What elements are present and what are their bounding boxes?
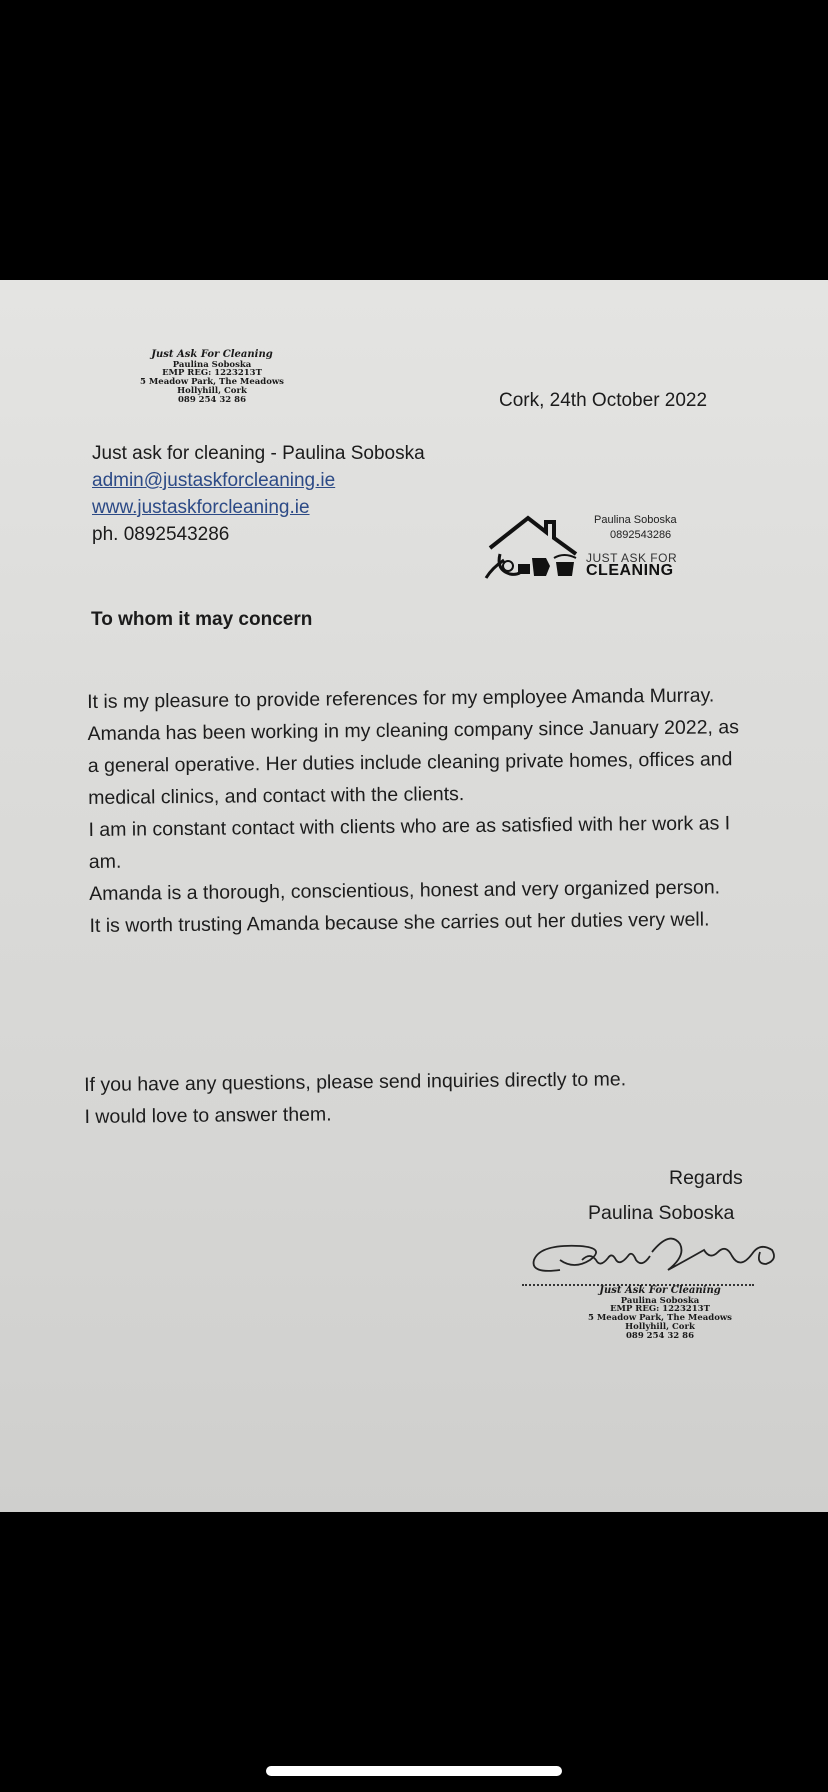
- stamp-owner: Paulina Soboska: [620, 1295, 700, 1306]
- body-paragraph: Amanda has been working in my cleaning company since January 2022, as a general operative. Her duties include cleaning private homes, offices and medical clinics, and contact with the clients.: [87, 716, 740, 809]
- letter-page: [0, 280, 828, 1512]
- closing-line: I would love to answer them.: [84, 1103, 332, 1128]
- stamp-emp-reg: EMP REG: 1223213T: [162, 368, 262, 379]
- body-paragraph: I am in constant contact with clients who are as satisfied with her work as I am.: [88, 812, 731, 873]
- stamp-phone: 089 254 32 86: [625, 1331, 695, 1342]
- sender-website-link[interactable]: www.justaskforcleaning.ie: [92, 497, 310, 518]
- signer-name: Paulina Soboska: [588, 1202, 735, 1224]
- stamp-address1: 5 Meadow Park, The Meadows: [588, 1313, 732, 1324]
- company-logo: [484, 514, 694, 582]
- stamp-owner: Paulina Soboska: [172, 359, 252, 370]
- stamp-company: Just Ask For Cleaning: [151, 349, 273, 360]
- stamp-address2: Hollyhill, Cork: [177, 386, 247, 397]
- logo-name: Paulina Soboska: [594, 514, 677, 526]
- letter-date: Cork, 24th October 2022: [499, 390, 708, 411]
- house-cleaning-icon: [484, 514, 584, 582]
- stamp-company: Just Ask For Cleaning: [599, 1285, 721, 1296]
- body-paragraph: Amanda is a thorough, conscientious, honest and very organized person.: [89, 876, 721, 905]
- company-stamp-top: [112, 350, 312, 405]
- letter-closing: [84, 1062, 745, 1133]
- company-stamp-bottom: [560, 1286, 760, 1341]
- logo-phone: 0892543286: [610, 529, 672, 541]
- greeting: To whom it may concern: [91, 609, 313, 630]
- sender-block: [92, 440, 425, 548]
- stamp-phone: 089 254 32 86: [177, 395, 247, 406]
- sender-phone: ph. 0892543286: [92, 524, 230, 545]
- home-indicator[interactable]: [266, 1766, 562, 1776]
- stamp-address2: Hollyhill, Cork: [625, 1322, 695, 1333]
- regards: Regards: [669, 1167, 743, 1189]
- body-paragraph: It is worth trusting Amanda because she carries out her duties very well.: [89, 908, 710, 937]
- closing-line: If you have any questions, please send inquiries directly to me.: [84, 1068, 627, 1096]
- stamp-emp-reg: EMP REG: 1223213T: [610, 1304, 710, 1315]
- logo-brand: CLEANING: [586, 562, 674, 579]
- letter-body: [87, 679, 750, 942]
- sender-name: Just ask for cleaning - Paulina Soboska: [92, 443, 425, 464]
- sender-email-link[interactable]: admin@justaskforcleaning.ie: [92, 470, 336, 491]
- stamp-address1: 5 Meadow Park, The Meadows: [140, 377, 284, 388]
- body-paragraph: It is my pleasure to provide references for my employee Amanda Murray.: [87, 684, 715, 713]
- logo-tagline: JUST ASK FOR: [586, 551, 678, 565]
